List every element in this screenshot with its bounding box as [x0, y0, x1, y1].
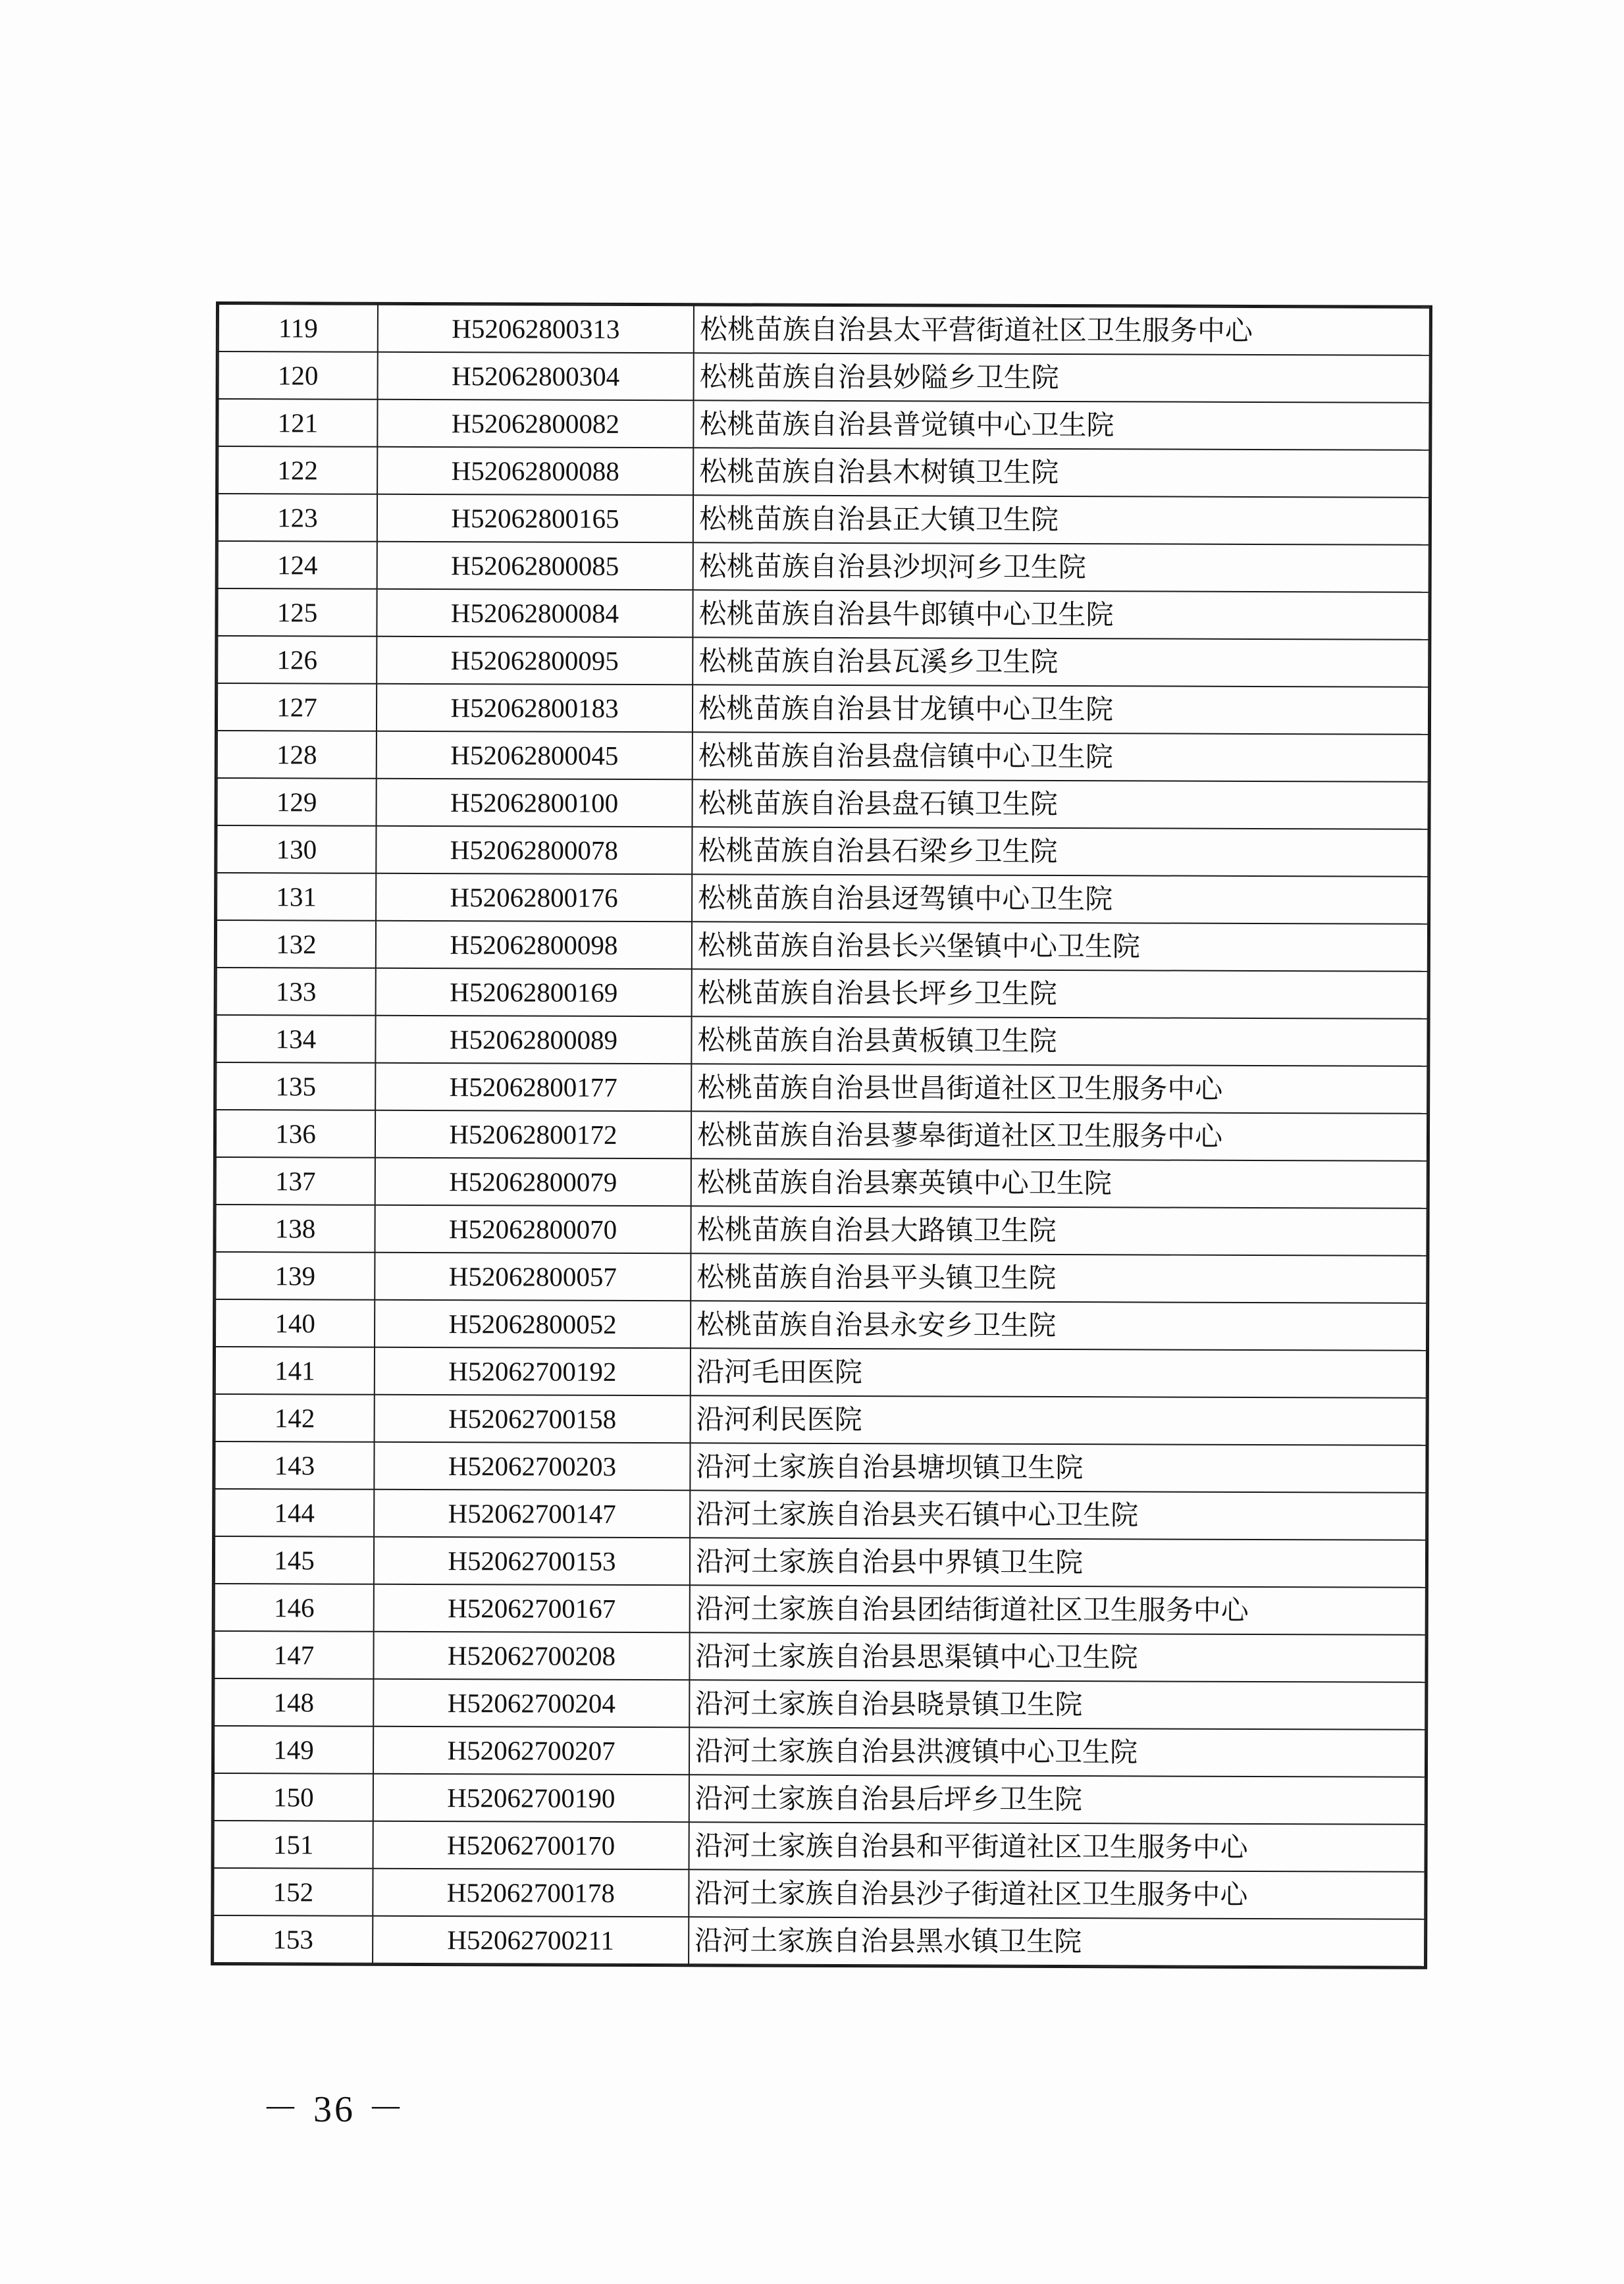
row-number: 153	[213, 1915, 373, 1963]
institution-code: H52062800078	[376, 826, 692, 875]
institution-name: 松桃苗族自治县平头镇卫生院	[691, 1253, 1427, 1303]
institution-name: 沿河土家族自治县洪渡镇中心卫生院	[689, 1727, 1425, 1777]
table-row	[213, 1915, 1425, 1967]
institution-name: 松桃苗族自治县沙坝河乡卫生院	[693, 542, 1429, 592]
institution-name: 松桃苗族自治县瓦溪乡卫生院	[693, 637, 1428, 687]
row-number: 144	[215, 1489, 374, 1537]
table-row	[213, 1868, 1425, 1919]
table-row	[217, 873, 1428, 924]
table-row	[216, 1157, 1427, 1208]
institution-code: H52062700192	[375, 1347, 691, 1396]
institution-code: H52062700204	[373, 1679, 689, 1728]
row-number: 150	[214, 1773, 373, 1821]
table-row	[215, 1441, 1426, 1493]
institution-code: H52062700178	[373, 1869, 689, 1917]
institution-code: H52062800085	[377, 542, 693, 590]
row-number: 126	[217, 636, 377, 684]
row-number: 127	[217, 683, 377, 731]
row-number: 131	[217, 873, 376, 921]
row-number: 151	[214, 1821, 373, 1869]
institution-code: H52062800070	[375, 1205, 691, 1254]
institution-code: H52062800079	[375, 1158, 691, 1207]
table-body	[213, 304, 1430, 1967]
table-row	[217, 920, 1428, 972]
table-row	[217, 588, 1428, 640]
row-number: 124	[218, 541, 377, 589]
institution-name: 沿河土家族自治县思渠镇中心卫生院	[689, 1632, 1425, 1682]
table-row	[215, 1299, 1427, 1351]
institution-name: 松桃苗族自治县太平营街道社区卫生服务中心	[694, 305, 1430, 355]
institution-code: H52062800095	[377, 636, 693, 685]
table-row	[215, 1347, 1427, 1398]
table-row	[218, 541, 1429, 592]
table-row	[218, 399, 1429, 450]
institution-name: 松桃苗族自治县长兴堡镇中心卫生院	[692, 921, 1428, 972]
row-number: 139	[215, 1252, 375, 1300]
institution-code: H52062700147	[374, 1490, 690, 1538]
institution-name: 沿河土家族自治县晓景镇卫生院	[689, 1680, 1425, 1730]
table-row	[218, 446, 1429, 498]
institution-name: 松桃苗族自治县永安乡卫生院	[691, 1301, 1427, 1351]
institution-table-grid	[213, 303, 1430, 1967]
row-number: 141	[215, 1347, 375, 1395]
table-row	[215, 1536, 1426, 1588]
table-row	[214, 1678, 1425, 1730]
institution-code: H52062800088	[377, 447, 693, 496]
institution-name: 松桃苗族自治县盘石镇卫生院	[692, 779, 1428, 829]
institution-name: 沿河土家族自治县夹石镇中心卫生院	[690, 1490, 1426, 1540]
institution-code: H52062800084	[377, 589, 693, 638]
institution-code: H52062800089	[375, 1016, 691, 1064]
institution-code: H52062800057	[375, 1253, 691, 1301]
row-number: 145	[215, 1536, 374, 1584]
institution-name: 松桃苗族自治县木树镇卫生院	[693, 448, 1429, 498]
institution-code: H52062700207	[373, 1726, 689, 1775]
row-number: 142	[215, 1394, 375, 1442]
institution-code: H52062800045	[377, 731, 693, 780]
row-number: 147	[214, 1631, 373, 1679]
institution-name: 沿河土家族自治县塘坝镇卫生院	[690, 1443, 1426, 1493]
institution-table	[211, 301, 1432, 1969]
table-row	[217, 825, 1428, 877]
institution-name: 松桃苗族自治县甘龙镇中心卫生院	[693, 685, 1428, 735]
table-row	[214, 1821, 1425, 1872]
institution-name: 松桃苗族自治县盘信镇中心卫生院	[693, 732, 1428, 782]
institution-name: 松桃苗族自治县普觉镇中心卫生院	[693, 400, 1429, 450]
row-number: 136	[216, 1110, 375, 1158]
row-number: 143	[215, 1441, 374, 1490]
institution-code: H52062700208	[373, 1632, 689, 1680]
table-row	[218, 494, 1429, 545]
institution-code: H52062800176	[376, 873, 692, 922]
table-row	[215, 1489, 1426, 1540]
institution-code: H52062800052	[375, 1300, 691, 1349]
row-number: 119	[219, 304, 378, 352]
institution-name: 沿河利民医院	[691, 1395, 1427, 1445]
institution-code: H52062800082	[377, 400, 693, 448]
institution-name: 松桃苗族自治县寨英镇中心卫生院	[691, 1158, 1427, 1208]
institution-name: 沿河土家族自治县和平街道社区卫生服务中心	[689, 1822, 1425, 1872]
table-row	[214, 1773, 1425, 1825]
row-number: 128	[217, 731, 377, 779]
institution-code: H52062800313	[378, 305, 694, 353]
institution-name: 松桃苗族自治县正大镇卫生院	[693, 495, 1429, 545]
institution-code: H52062700153	[374, 1537, 690, 1586]
row-number: 138	[215, 1205, 375, 1253]
institution-code: H52062800100	[376, 779, 692, 827]
institution-name: 松桃苗族自治县石梁乡卫生院	[692, 827, 1428, 877]
institution-name: 松桃苗族自治县长坪乡卫生院	[692, 969, 1428, 1019]
table-row	[217, 683, 1428, 735]
table-row	[216, 1110, 1427, 1161]
row-number: 135	[216, 1062, 375, 1110]
row-number: 121	[218, 399, 377, 447]
institution-code: H52062800177	[375, 1063, 691, 1112]
institution-code: H52062700190	[373, 1774, 689, 1823]
institution-name: 沿河毛田医院	[691, 1348, 1427, 1398]
table-row	[214, 1631, 1425, 1682]
institution-code: H52062800172	[375, 1110, 691, 1159]
institution-name: 松桃苗族自治县大路镇卫生院	[691, 1206, 1427, 1256]
institution-name: 沿河土家族自治县中界镇卫生院	[690, 1538, 1426, 1588]
institution-code: H52062800098	[376, 921, 692, 970]
institution-code: H52062700158	[375, 1395, 691, 1443]
institution-name: 松桃苗族自治县妙隘乡卫生院	[694, 353, 1430, 403]
institution-code: H52062700211	[373, 1916, 689, 1965]
table-row	[215, 1584, 1426, 1635]
institution-name: 松桃苗族自治县迓驾镇中心卫生院	[692, 874, 1428, 924]
table-row	[217, 636, 1428, 687]
table-row	[219, 304, 1430, 355]
table-row	[216, 1062, 1427, 1114]
row-number: 122	[218, 446, 377, 494]
row-number: 125	[217, 588, 377, 636]
institution-code: H52062800165	[377, 494, 693, 543]
row-number: 123	[218, 494, 377, 542]
row-number: 120	[219, 351, 378, 400]
row-number: 132	[217, 920, 376, 968]
institution-name: 沿河土家族自治县后坪乡卫生院	[689, 1775, 1425, 1825]
row-number: 133	[217, 968, 376, 1016]
institution-name: 沿河土家族自治县团结街道社区卫生服务中心	[690, 1585, 1426, 1635]
table-row	[215, 1252, 1427, 1303]
row-number: 137	[216, 1157, 375, 1205]
table-row	[217, 778, 1428, 829]
institution-name: 松桃苗族自治县世昌街道社区卫生服务中心	[691, 1064, 1427, 1114]
table-row	[217, 968, 1428, 1019]
table-row	[216, 1015, 1427, 1066]
table-row	[219, 351, 1430, 403]
institution-code: H52062800169	[376, 968, 692, 1017]
institution-code: H52062800304	[378, 352, 694, 401]
institution-code: H52062700170	[373, 1821, 689, 1870]
row-number: 140	[215, 1299, 375, 1347]
row-number: 146	[215, 1584, 374, 1632]
row-number: 152	[213, 1868, 373, 1916]
institution-code: H52062800183	[377, 684, 693, 733]
institution-name: 松桃苗族自治县蓼皋街道社区卫生服务中心	[691, 1111, 1427, 1161]
row-number: 148	[214, 1678, 373, 1726]
institution-name: 松桃苗族自治县牛郎镇中心卫生院	[693, 590, 1428, 640]
institution-code: H52062700167	[374, 1584, 690, 1633]
institution-name: 松桃苗族自治县黄板镇卫生院	[691, 1016, 1427, 1066]
page-number: － 36 －	[262, 2089, 407, 2130]
row-number: 129	[217, 778, 376, 826]
table-row	[217, 731, 1428, 782]
table-row	[215, 1394, 1427, 1445]
row-number: 149	[214, 1726, 373, 1774]
institution-name: 沿河土家族自治县沙子街道社区卫生服务中心	[689, 1869, 1425, 1919]
table-row	[214, 1726, 1425, 1777]
row-number: 134	[216, 1015, 375, 1063]
table-row	[215, 1205, 1427, 1256]
institution-name: 沿河土家族自治县黑水镇卫生院	[689, 1917, 1425, 1967]
row-number: 130	[217, 825, 376, 873]
institution-code: H52062700203	[374, 1442, 690, 1491]
